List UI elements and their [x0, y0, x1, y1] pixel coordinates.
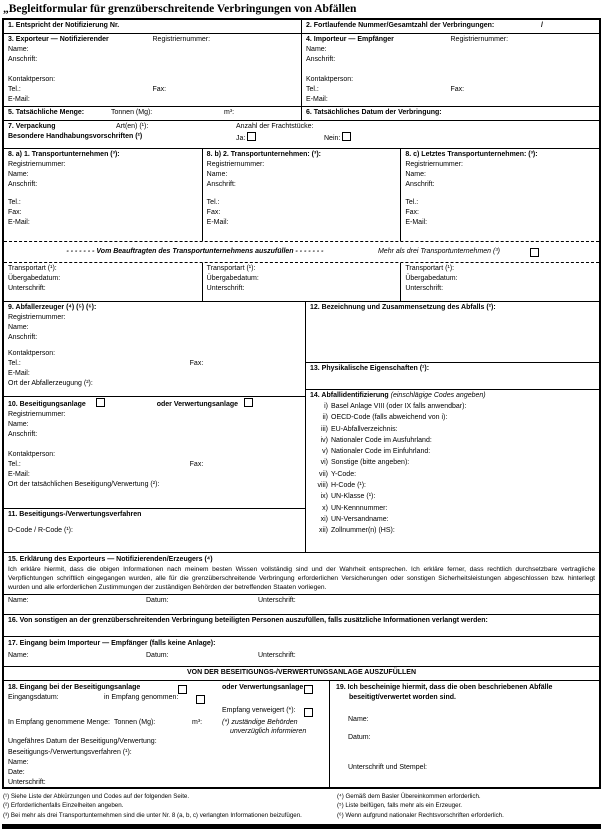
box8a	[4, 149, 202, 241]
box14-item-xi-num: xi)	[320, 515, 328, 523]
box18-qty-label: In Empfang genommene Menge:	[8, 719, 110, 726]
box9	[4, 302, 305, 396]
box8a-title: 8. a) 1. Transportunternehmen (³):	[8, 151, 120, 158]
box11-code-label: D-Code / R-Code (¹):	[8, 527, 73, 534]
box11-title: 11. Beseitigungs-/Verwertungsverfahren	[8, 511, 142, 518]
box5-title: 5. Tatsächliche Menge:	[8, 109, 85, 116]
box8c-sig-label: Unterschrift:	[405, 285, 444, 292]
footnote-6: (⁶) Wenn aufgrund nationaler Rechtsvorschriften erforderlich.	[337, 811, 504, 819]
box8a-tel-label: Tel.:	[8, 199, 21, 206]
box18-note-line1: (*) zuständige Behörden	[222, 719, 298, 726]
box18-recovery-checkbox[interactable]	[304, 685, 313, 694]
box4-contact-label: Kontaktperson:	[306, 76, 354, 83]
box14-title: 14. Abfallidentifizierung	[310, 392, 389, 399]
box18-note-line2: unverzüglich informieren	[230, 728, 307, 735]
footnotes-left	[3, 792, 337, 820]
box2-slash: /	[541, 22, 543, 29]
box10-reg-label: Registriernummer:	[8, 411, 66, 418]
box8b-mode-label: Transportart (¹):	[206, 265, 256, 272]
box9-contact-label: Kontaktperson:	[8, 350, 56, 357]
box6-title: 6. Tatsächliches Datum der Verbringung:	[306, 109, 442, 116]
box8a-fax-label: Fax:	[8, 209, 22, 216]
box9-email-label: E-Mail:	[8, 370, 30, 377]
carrier-band	[4, 241, 599, 263]
footnote-5: (⁵) Liste beifügen, falls mehr als ein Erzeuger.	[337, 802, 463, 810]
box9-title: 9. Abfallerzeuger (⁴) (⁵) (⁶):	[8, 304, 97, 311]
recovery-facility-checkbox[interactable]	[244, 398, 253, 407]
box8b-reg-label: Registriernummer:	[206, 161, 265, 168]
box17	[4, 637, 599, 666]
box15-title: 15. Erklärung des Exporteurs — Notifizierenden/Erzeugers (⁴)	[8, 556, 213, 563]
box8b-title: 8. b) 2. Transportunternehmen: (³):	[206, 151, 322, 158]
box3-title: 3. Exporteur — Notifizierender	[8, 36, 109, 43]
row-5-6	[4, 106, 599, 120]
band-center-label: - - - - - - - Vom Beauftragten des Transportunternehmens auszufüllen - - - - - - -	[66, 248, 324, 255]
row-7	[4, 120, 599, 148]
box18-rejected-label: Empfang verweigert (*):	[222, 707, 296, 714]
box3-contact-label: Kontaktperson:	[8, 76, 56, 83]
box17-signature-row	[4, 650, 599, 662]
box14-item-viii	[310, 480, 595, 491]
box14-item-v-label: Nationaler Code im Einfuhrland:	[331, 448, 431, 456]
box8a-email-label: E-Mail:	[8, 219, 30, 226]
box14-item-iv-label: Nationaler Code im Ausfuhrland:	[331, 436, 432, 444]
box3	[4, 34, 301, 106]
footnote-1: (¹) Siehe Liste der Abkürzungen und Codes auf der folgenden Seite.	[3, 793, 190, 800]
box17-date-label: Datum:	[146, 652, 169, 659]
box7-no-checkbox[interactable]	[342, 132, 351, 141]
row-17	[4, 636, 599, 666]
box8b-transport	[202, 263, 401, 301]
box14-item-xii	[310, 525, 595, 536]
box7-handling-label: Besondere Handhabungsvorschriften (²)	[8, 133, 143, 140]
box15-signature-row	[4, 594, 599, 607]
box8a-sig-label: Unterschrift:	[8, 285, 46, 292]
box18-approx-label: Ungefähres Datum der Beseitigung/Verwertung:	[8, 738, 157, 745]
box4-reg-label: Registriernummer:	[450, 36, 509, 43]
box8c-title: 8. c) Letztes Transportunternehmen: (³):	[405, 151, 538, 158]
page-title: „Begleitformular für grenzüberschreitende Verbringungen von Abfällen	[3, 3, 357, 15]
box15	[4, 553, 599, 614]
box9-place-label: Ort der Abfallerzeugung (²):	[8, 380, 93, 387]
box8a-mode-label: Transportart (¹):	[8, 265, 57, 272]
row-8	[4, 148, 599, 241]
box17-title: 17. Eingang beim Importeur — Empfänger (falls keine Anlage):	[8, 640, 216, 647]
box8c	[400, 149, 599, 241]
box14-item-ix-num: ix)	[320, 493, 328, 501]
box18-title: 18. Eingang bei der Beseitigungsanlage	[8, 684, 141, 691]
band-more-label: Mehr als drei Transportunternehmen (³)	[377, 248, 500, 255]
box16	[4, 615, 599, 636]
box8c-reg-label: Registriernummer:	[405, 161, 463, 168]
box17-sig-label: Unterschrift:	[258, 652, 296, 659]
footnotes-right	[337, 792, 600, 820]
box5	[4, 107, 301, 120]
box8a-addr-label: Anschrift:	[8, 181, 38, 188]
box18-alt-label: oder Verwertungsanlage	[222, 684, 304, 691]
box14-item-vii-label: Y-Code:	[331, 470, 357, 478]
box8a-handover-label: Übergabedatum:	[8, 275, 61, 282]
box14-item-vii	[310, 469, 595, 480]
box8b	[202, 149, 401, 241]
box14-item-iii-label: EU-Abfallverzeichnis:	[331, 425, 398, 433]
box14-item-iv	[310, 435, 595, 446]
box7-title: 7. Verpackung	[8, 123, 56, 130]
box3-addr-label: Anschrift:	[8, 56, 38, 63]
box8c-tel-label: Tel.:	[405, 199, 419, 206]
box9-reg-label: Registriernummer:	[8, 314, 66, 321]
box15-sig-label: Unterschrift:	[258, 597, 296, 605]
box3-name-label: Name:	[8, 46, 29, 53]
box8c-transport	[400, 263, 599, 301]
box18-date-label: Date:	[8, 769, 25, 776]
box8b-email-label: E-Mail:	[206, 219, 229, 226]
box14-item-iii	[310, 424, 595, 435]
box7-yes-label: Ja:	[236, 135, 246, 142]
footnote-2: (²) Erforderlichenfalls Einzelheiten angeben.	[3, 802, 124, 810]
box14-item-ix-label: UN-Klasse (¹):	[331, 493, 376, 501]
box18-received-label: in Empfang genommen:	[104, 694, 179, 701]
box3-tel-label: Tel.:	[8, 86, 21, 93]
box8c-name-label: Name:	[405, 171, 426, 178]
box7	[4, 121, 599, 148]
box4-addr-label: Anschrift:	[306, 56, 336, 63]
box14-item-vi-label: Sonstige (bitte angeben):	[331, 459, 410, 467]
box8c-fax-label: Fax:	[405, 209, 419, 216]
row-8-transport	[4, 263, 599, 301]
box10-fax-label: Fax:	[189, 461, 204, 468]
box8a-name-label: Name:	[8, 171, 29, 178]
box13	[306, 362, 599, 389]
box10	[4, 396, 305, 508]
box8c-email-label: E-Mail:	[405, 219, 428, 226]
box8c-addr-label: Anschrift:	[405, 181, 435, 188]
footnote-3: (³) Bei mehr als drei Transportunternehmen sind die unter Nr. 8 (a, b, c) verlangten Informationen beizufügen.	[3, 811, 302, 819]
row-18-19	[4, 680, 599, 787]
row-16	[4, 614, 599, 636]
box5-tonnes-label: Tonnen (Mg):	[111, 109, 153, 116]
box14-item-i	[310, 401, 595, 412]
box10-title-b: oder Verwertungsanlage	[156, 401, 239, 408]
box8c-handover-label: Übergabedatum:	[405, 275, 458, 282]
box14-item-vi	[310, 457, 595, 468]
box4-name-label: Name:	[306, 46, 327, 53]
box15-name-label: Name:	[8, 597, 29, 605]
box9-fax-label: Fax:	[189, 360, 204, 367]
box10-contact-label: Kontaktperson:	[8, 451, 56, 458]
box3-email-label: E-Mail:	[8, 96, 30, 103]
box4	[301, 34, 599, 106]
box15-date-label: Datum:	[146, 597, 169, 605]
box14-item-viii-num: viii)	[317, 482, 328, 490]
box18-arrival-label: Eingangsdatum:	[8, 694, 59, 701]
disposal-facility-checkbox[interactable]	[96, 398, 105, 407]
box9-name-label: Name:	[8, 324, 29, 331]
box12	[306, 302, 599, 362]
box14-item-ix	[310, 491, 595, 502]
box4-fax-label: Fax:	[450, 86, 465, 93]
box14-item-vi-num: vi)	[320, 459, 328, 467]
box14-item-xii-label: Zollnummer(n) (HS):	[331, 527, 395, 535]
box7-count-label: Anzahl der Frachtstücke:	[236, 123, 314, 130]
box4-email-label: E-Mail:	[306, 96, 328, 103]
row-banner	[4, 666, 599, 680]
box8b-sig-label: Unterschrift:	[206, 285, 245, 292]
box18-rejected-checkbox[interactable]	[304, 708, 313, 717]
box14-item-x-num: x)	[322, 504, 328, 512]
box1	[4, 20, 301, 33]
more-than-three-carriers-checkbox[interactable]	[530, 248, 539, 257]
box2	[301, 20, 599, 33]
box11	[4, 508, 305, 552]
box14-item-xi	[310, 514, 595, 525]
box18	[4, 681, 329, 787]
box14-item-x-label: UN-Kennnummer:	[331, 504, 388, 512]
box13-title: 13. Physikalische Eigenschaften (¹):	[310, 365, 430, 372]
box1-label: 1. Entspricht der Notifizierung Nr.	[8, 22, 120, 29]
row-9-14	[4, 301, 599, 552]
box19-sig-label: Unterschrift und Stempel:	[348, 764, 427, 771]
box14-item-ii-label: OECD-Code (falls abweichend von i):	[331, 414, 448, 422]
box6	[301, 107, 599, 120]
footnote-4: (⁴) Gemäß dem Basler Übereinkommen erforderlich.	[337, 793, 481, 800]
box8a-transport	[4, 263, 202, 301]
box10-title-a: 10. Beseitigungsanlage	[8, 401, 86, 408]
box18-name-label: Name:	[8, 759, 29, 766]
box14-note: (einschlägige Codes angeben)	[390, 392, 486, 399]
box10-name-label: Name:	[8, 421, 29, 428]
box8a-reg-label: Registriernummer:	[8, 161, 66, 168]
box18-sig-label: Unterschrift:	[8, 779, 46, 786]
box18-operation-label: Beseitigungs-/Verwertungsverfahren (¹):	[8, 749, 132, 756]
box14-item-i-label: Basel Anlage VIII (oder IX falls anwendbar):	[331, 403, 467, 410]
box19	[329, 681, 599, 787]
box17-name-label: Name:	[8, 652, 29, 659]
box14-item-ii-num: ii)	[322, 414, 328, 422]
movement-form	[2, 18, 601, 789]
box7-no-label: Nein:	[324, 135, 341, 142]
left-column	[4, 302, 305, 552]
box8c-mode-label: Transportart (¹):	[405, 265, 455, 272]
box2-label: 2. Fortlaufende Nummer/Gesamtzahl der Verbringungen:	[306, 22, 495, 29]
box10-addr-label: Anschrift:	[8, 431, 38, 438]
box18-disposal-checkbox[interactable]	[178, 685, 187, 694]
box14-item-xii-num: xii)	[319, 527, 328, 535]
box14-item-iii-num: iii)	[321, 425, 328, 433]
box7-yes-checkbox[interactable]	[247, 132, 256, 141]
box12-title: 12. Bezeichnung und Zusammensetzung des Abfalls (²):	[310, 304, 496, 311]
box18-m3-label: m³:	[192, 719, 203, 726]
box7-no-group	[324, 132, 595, 144]
row-1	[4, 20, 599, 33]
box16-title: 16. Von sonstigen an der grenzüberschreitenden Verbringung beteiligten Personen auszufüllen, falls zusätzliche Informationen verlangt werden:	[8, 617, 488, 624]
box9-addr-label: Anschrift:	[8, 334, 38, 341]
box10-email-label: E-Mail:	[8, 471, 30, 478]
box10-place-label: Ort der tatsächlichen Beseitigung/Verwertung (²):	[8, 481, 160, 488]
box14-item-x	[310, 503, 595, 514]
box8b-tel-label: Tel.:	[206, 199, 220, 206]
box14-item-ii	[310, 412, 595, 423]
box8b-name-label: Name:	[206, 171, 228, 178]
row-3-4	[4, 33, 599, 106]
right-column	[305, 302, 599, 552]
box8b-fax-label: Fax:	[206, 209, 221, 216]
box14-item-vii-num: vii)	[319, 470, 328, 478]
box19-title: 19. Ich bescheinige hiermit, dass die oben beschriebenen Abfälle beseitigt/verwertet worden sind.	[336, 684, 553, 701]
box14-item-viii-label: H-Code (¹):	[331, 482, 367, 490]
box10-tel-label: Tel.:	[8, 461, 21, 468]
box14-item-iv-num: iv)	[320, 436, 328, 444]
box19-name-label: Name:	[348, 716, 369, 723]
box14	[306, 389, 599, 552]
box14-item-v	[310, 446, 595, 457]
box15-body: Ich erkläre hiermit, dass die obigen Informationen nach meinem besten Wissen vollständig sind und der Wahrheit entsprechen. Ich erkläre ferner, dass rechtlich durchsetzbare vertragliche Verpflichtungen schriftlich eingegangen wurden, alle für die grenzüberschreitende Verbringung erforderlichen Versicherungen oder sonstigen Sicherheitsleistungen abgeschlossen bzw. hinterlegt wurden und alle erforderlichen Zustimmungen der zuständigen Behörden der betreffenden Staaten vorliegen.	[8, 566, 595, 591]
box18-received-checkbox[interactable]	[196, 695, 205, 704]
row-15	[4, 552, 599, 614]
footnotes	[2, 789, 601, 822]
bottom-rule	[2, 824, 601, 829]
box4-title: 4. Importeur — Empfänger	[306, 36, 394, 43]
box14-item-i-num: i)	[324, 403, 328, 410]
box9-tel-label: Tel.:	[8, 360, 21, 367]
box8b-addr-label: Anschrift:	[206, 181, 236, 188]
box14-item-xi-label: UN-Versandname:	[331, 515, 389, 523]
box5-m3-label: m³:	[224, 109, 235, 116]
box18-tonnes-label: Tonnen (Mg):	[114, 719, 156, 726]
box8b-handover-label: Übergabedatum:	[206, 275, 259, 282]
box4-tel-label: Tel.:	[306, 86, 319, 93]
box19-date-label: Datum:	[348, 734, 371, 741]
box3-reg-label: Registriernummer:	[152, 36, 211, 43]
box3-fax-label: Fax:	[152, 86, 167, 93]
facility-banner: VON DER BESEITIGUNGS-/VERWERTUNGSANLAGE AUSZUFÜLLEN	[186, 669, 417, 676]
box7-types-label: Art(en) (¹):	[116, 123, 149, 130]
box7-yes-group	[236, 132, 324, 144]
box14-item-v-num: v)	[322, 448, 328, 456]
